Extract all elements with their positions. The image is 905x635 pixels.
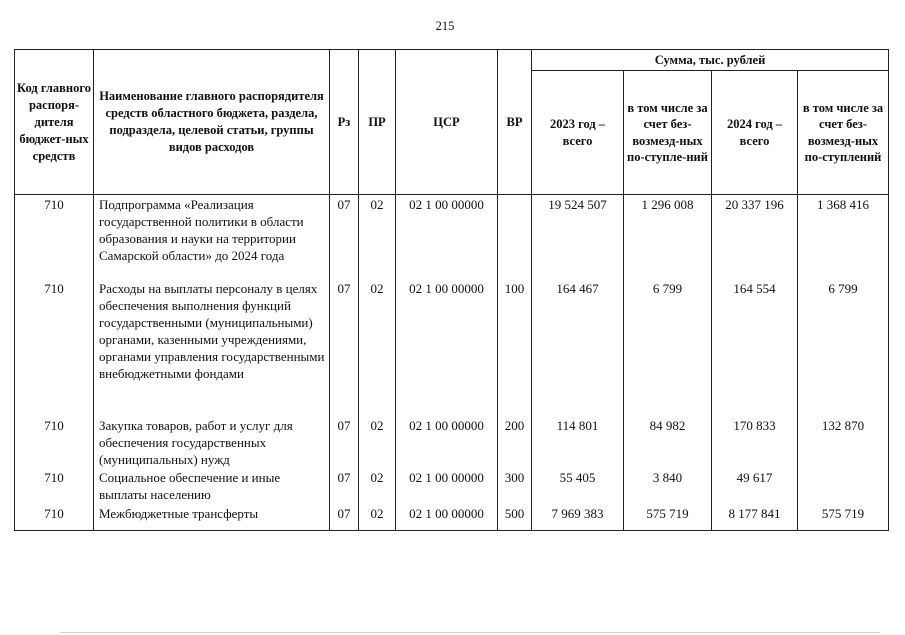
header-csr: ЦСР bbox=[396, 50, 498, 195]
header-code: Код главного распоря-дителя бюджет-ных средств bbox=[15, 50, 94, 195]
header-2023-total: 2023 год – всего bbox=[532, 71, 624, 195]
cell-name: Межбюджетные трансферты bbox=[94, 504, 330, 531]
page-number: 215 bbox=[435, 19, 455, 33]
cell-name: Расходы на выплаты персоналу в целях обеспечения выполнения функций государственными (муниципальными) органами, казенными учреждениями, органами управления государственными внебюджетными фондами bbox=[94, 279, 330, 416]
cell-2024-free: 1 368 416 bbox=[798, 195, 889, 279]
cell-2024-total: 164 554 bbox=[712, 279, 798, 416]
header-pr: ПР bbox=[359, 50, 396, 195]
cell-2024-free bbox=[798, 468, 889, 504]
table-row bbox=[15, 504, 889, 531]
table-body bbox=[15, 195, 889, 531]
header-2023-free: в том числе за счет без-возмезд-ных по-ступле-ний bbox=[624, 71, 712, 195]
cell-2023-total: 19 524 507 bbox=[532, 195, 624, 279]
cell-code: 710 bbox=[15, 279, 94, 416]
cell-2024-total: 170 833 bbox=[712, 416, 798, 468]
header-row-top bbox=[15, 50, 889, 71]
header-rz: Рз bbox=[330, 50, 359, 195]
cell-vr: 300 bbox=[498, 468, 532, 504]
cell-2023-free: 84 982 bbox=[624, 416, 712, 468]
cell-csr: 02 1 00 00000 bbox=[396, 195, 498, 279]
header-vr: ВР bbox=[498, 50, 532, 195]
cell-pr: 02 bbox=[359, 504, 396, 531]
cell-name: Закупка товаров, работ и услуг для обеспечения государственных (муниципальных) нужд bbox=[94, 416, 330, 468]
cell-2023-total: 164 467 bbox=[532, 279, 624, 416]
cell-code: 710 bbox=[15, 195, 94, 279]
cell-2023-free: 3 840 bbox=[624, 468, 712, 504]
cell-2024-total: 49 617 bbox=[712, 468, 798, 504]
cell-name: Социальное обеспечение и иные выплаты населению bbox=[94, 468, 330, 504]
cell-name: Подпрограмма «Реализация государственной политики в области образования и науки на территории Самарской области» до 2024 года bbox=[94, 195, 330, 279]
cell-code: 710 bbox=[15, 468, 94, 504]
cell-vr: 200 bbox=[498, 416, 532, 468]
cell-vr: 100 bbox=[498, 279, 532, 416]
cell-2024-total: 8 177 841 bbox=[712, 504, 798, 531]
table-row bbox=[15, 279, 889, 416]
cell-2023-free: 575 719 bbox=[624, 504, 712, 531]
table-header bbox=[15, 50, 889, 195]
cell-2023-free: 6 799 bbox=[624, 279, 712, 416]
budget-table bbox=[14, 49, 889, 531]
cell-rz: 07 bbox=[330, 416, 359, 468]
page-bottom-edge bbox=[60, 632, 880, 633]
cell-2024-free: 132 870 bbox=[798, 416, 889, 468]
cell-vr: 500 bbox=[498, 504, 532, 531]
cell-csr: 02 1 00 00000 bbox=[396, 416, 498, 468]
cell-2023-free: 1 296 008 bbox=[624, 195, 712, 279]
table-row bbox=[15, 468, 889, 504]
cell-csr: 02 1 00 00000 bbox=[396, 279, 498, 416]
cell-pr: 02 bbox=[359, 468, 396, 504]
cell-2023-total: 114 801 bbox=[532, 416, 624, 468]
cell-csr: 02 1 00 00000 bbox=[396, 504, 498, 531]
table-row bbox=[15, 416, 889, 468]
cell-rz: 07 bbox=[330, 279, 359, 416]
table-row bbox=[15, 195, 889, 279]
cell-rz: 07 bbox=[330, 504, 359, 531]
cell-rz: 07 bbox=[330, 195, 359, 279]
cell-code: 710 bbox=[15, 416, 94, 468]
cell-code: 710 bbox=[15, 504, 94, 531]
cell-2024-total: 20 337 196 bbox=[712, 195, 798, 279]
cell-pr: 02 bbox=[359, 416, 396, 468]
header-2024-total: 2024 год – всего bbox=[712, 71, 798, 195]
cell-2023-total: 7 969 383 bbox=[532, 504, 624, 531]
cell-csr: 02 1 00 00000 bbox=[396, 468, 498, 504]
cell-2023-total: 55 405 bbox=[532, 468, 624, 504]
cell-rz: 07 bbox=[330, 468, 359, 504]
header-2024-free: в том числе за счет без-возмезд-ных по-ступлений bbox=[798, 71, 889, 195]
cell-pr: 02 bbox=[359, 195, 396, 279]
header-sum-group: Сумма, тыс. рублей bbox=[532, 50, 889, 71]
cell-pr: 02 bbox=[359, 279, 396, 416]
cell-2024-free: 575 719 bbox=[798, 504, 889, 531]
cell-vr bbox=[498, 195, 532, 279]
header-name: Наименование главного распорядителя средств областного бюджета, раздела, подраздела, целевой статьи, группы видов расходов bbox=[94, 50, 330, 195]
cell-2024-free: 6 799 bbox=[798, 279, 889, 416]
